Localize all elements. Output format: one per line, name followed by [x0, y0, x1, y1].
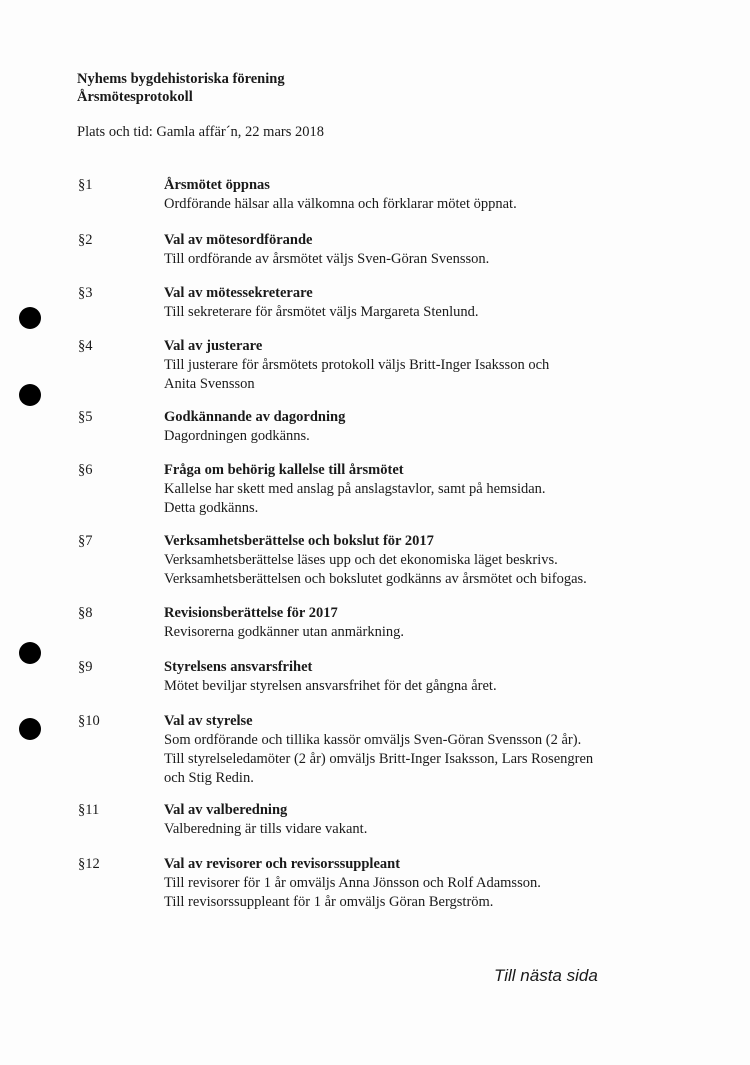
section-title: Val av styrelse: [164, 713, 253, 729]
section-text-line: Ordförande hälsar alla välkomna och förklarar mötet öppnat.: [164, 196, 517, 212]
section-title: Årsmötet öppnas: [164, 177, 270, 193]
section-text-line: Verksamhetsberättelse läses upp och det ekonomiska läget beskrivs.: [164, 552, 558, 568]
section-body: [164, 337, 644, 394]
section-body: [164, 284, 644, 322]
section-text-line: Till ordförande av årsmötet väljs Sven-Göran Svensson.: [164, 251, 490, 267]
section-text-line: Till styrelseledamöter (2 år) omväljs Britt-Inger Isaksson, Lars Rosengren: [164, 751, 594, 767]
section-number: §9: [78, 659, 93, 675]
section-text-line: Revisorerna godkänner utan anmärkning.: [164, 624, 404, 640]
section-title: Val av valberedning: [164, 802, 288, 818]
section-text-line: Till revisorssuppleant för 1 år omväljs Göran Bergström.: [164, 894, 494, 910]
section-text-line: Verksamhetsberättelsen och bokslutet godkänns av årsmötet och bifogas.: [164, 571, 587, 587]
section-number: §10: [78, 713, 100, 729]
section-text-line: Detta godkänns.: [164, 500, 259, 516]
section-title: Revisionsberättelse för 2017: [164, 605, 338, 621]
section-text-line: Till sekreterare för årsmötet väljs Margareta Stenlund.: [164, 304, 479, 320]
section-number: §1: [78, 177, 93, 193]
section-body: [164, 712, 644, 788]
section-title: Verksamhetsberättelse och bokslut för 2017: [164, 533, 434, 549]
section-number: §4: [78, 338, 93, 354]
punch-hole-icon: [19, 642, 41, 664]
section-body: [164, 176, 644, 214]
section-title: Val av justerare: [164, 338, 263, 354]
section-text-line: Dagordningen godkänns.: [164, 428, 310, 444]
section-title: Val av revisorer och revisorssuppleant: [164, 856, 401, 872]
section-number: §3: [78, 285, 93, 301]
section-text-line: Som ordförande och tillika kassör omväljs Sven-Göran Svensson (2 år).: [164, 732, 582, 748]
section-number: §5: [78, 409, 93, 425]
section-number: §2: [78, 232, 93, 248]
section-number: §6: [78, 462, 93, 478]
section-body: [164, 231, 644, 269]
section-text-line: Anita Svensson: [164, 376, 255, 392]
section-number: §7: [78, 533, 93, 549]
document-type: Årsmötesprotokoll: [77, 89, 193, 105]
section-number: §12: [78, 856, 100, 872]
section-body: [164, 855, 644, 912]
section-text-line: och Stig Redin.: [164, 770, 254, 786]
section-text-line: Valberedning är tills vidare vakant.: [164, 821, 368, 837]
section-text-line: Kallelse har skett med anslag på anslagstavlor, samt på hemsidan.: [164, 481, 546, 497]
next-page-note: Till nästa sida: [494, 966, 598, 985]
section-title: Styrelsens ansvarsfrihet: [164, 659, 313, 675]
section-title: Val av mötesordförande: [164, 232, 313, 248]
section-title: Godkännande av dagordning: [164, 409, 346, 425]
punch-hole-icon: [19, 384, 41, 406]
organization-name: Nyhems bygdehistoriska förening: [77, 71, 285, 87]
section-body: [164, 801, 644, 839]
section-body: [164, 408, 644, 446]
punch-hole-icon: [19, 718, 41, 740]
section-body: [164, 604, 644, 642]
place-and-time: Plats och tid: Gamla affär´n, 22 mars 2018: [77, 124, 324, 140]
section-body: [164, 658, 644, 696]
section-number: §8: [78, 605, 93, 621]
section-text-line: Till justerare för årsmötets protokoll väljs Britt-Inger Isaksson och: [164, 357, 550, 373]
section-number: §11: [78, 802, 100, 818]
section-text-line: Till revisorer för 1 år omväljs Anna Jönsson och Rolf Adamsson.: [164, 875, 541, 891]
document-header: [77, 70, 285, 106]
punch-hole-icon: [19, 307, 41, 329]
section-text-line: Mötet beviljar styrelsen ansvarsfrihet för det gångna året.: [164, 678, 497, 694]
section-body: [164, 532, 644, 589]
section-title: Fråga om behörig kallelse till årsmötet: [164, 462, 404, 478]
section-body: [164, 461, 644, 518]
section-title: Val av mötessekreterare: [164, 285, 313, 301]
